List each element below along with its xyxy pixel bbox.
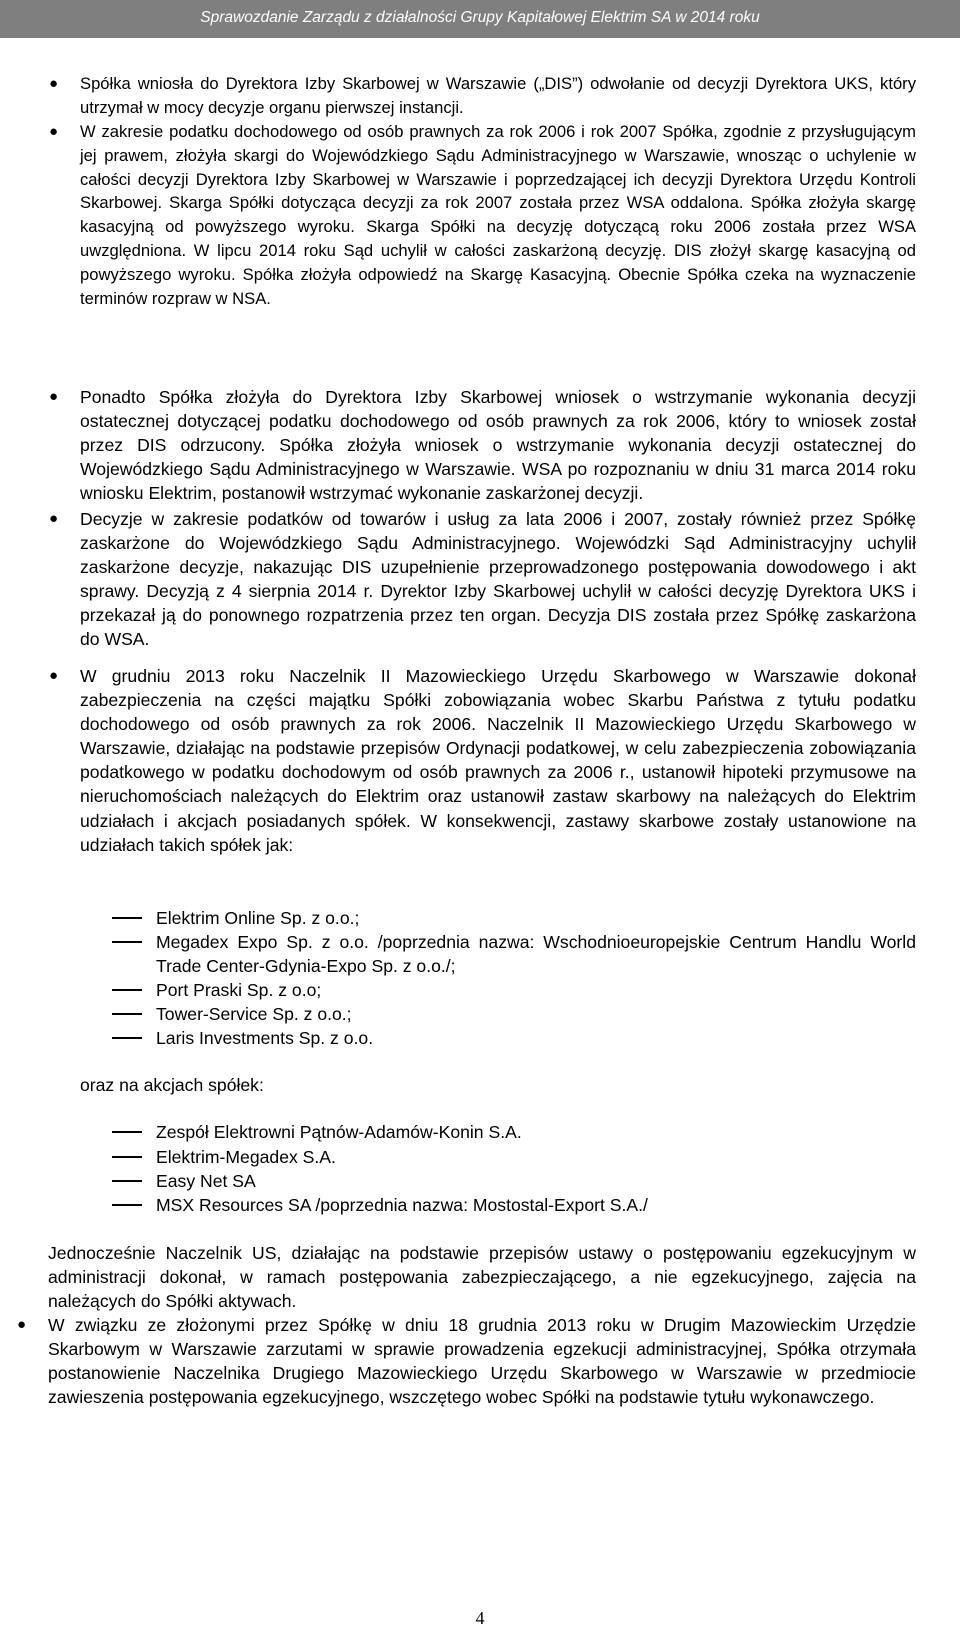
paragraph-enforcement-suspension: W związku ze złożonymi przez Spółkę w dniu 18 grudnia 2013 roku w Drugim Mazowieckim Urzędzie Skarbowym w Warszawie zarzutami w sprawie prowadzenia egzekucji administracyjnej, Spółka otrzymała postanowienie Naczelnika Drugiego Mazowieckiego Urzędu Skarbowego w Warszawie w przedmiocie zawieszenia postępowania egzekucyjnego, wszczętego wobec Spółki na podstawie tytułu wykonawczego. (48, 1315, 916, 1408)
page-number: 4 (475, 1608, 485, 1628)
bullet-icon: ● (17, 1316, 27, 1333)
paragraph-income-tax: W zakresie podatku dochodowego od osób prawnych za rok 2006 i rok 2007 Spółka, zgodnie z przysługującym jej prawem, złożyła skargi do Wojewódzkiego Sądu Administracyjnego w Warszawie, wnosząc o uchylenie w całości decyzji Dyrektora Izby Skarbowej w Warszawie i poprzedzającej ich decyzji Dyrektora Urzędu Kontroli Skarbowej. Skarga Spółki dotycząca decyzji za rok 2007 została przez WSA oddalona. Spółka złożyła skargę kasacyjną od powyższego wyroku. Skarga Spółki na decyzję dotyczącą roku 2006 została przez WSA uwzględniona. W lipcu 2014 roku Sąd uchylił w całości zaskarżoną decyzję. DIS złożył skargę kasacyjną od powyższego wyroku. Spółka złożyła odpowiedź na Skargę Kasacyjną. Obecnie Spółka czeka na wyznaczenie terminów rozpraw w NSA. (80, 122, 916, 308)
dash-icon (112, 1156, 142, 1158)
bullet-icon: ● (49, 123, 59, 140)
header-bar (0, 0, 960, 38)
paragraph-concurrent-seizure: Jednocześnie Naczelnik US, działając na podstawie przepisów ustawy o postępowaniu egzekucyjnym w administracji dokonał, w ramach postępowania zabezpieczającego, a nie egzekucyjnego, zajęcia na należących do Spółki aktywach. (48, 1243, 916, 1312)
dash-icon (112, 1131, 142, 1133)
paragraph-dis-appeal: Spółka wniosła do Dyrektora Izby Skarbowej w Warszawie („DIS”) odwołanie od decyzji Dyrektora UKS, który utrzymał w mocy decyzje organu pierwszej instancji. (80, 74, 916, 118)
paragraph-shares-intro: oraz na akcjach spółek: (80, 1075, 264, 1095)
document-title: Sprawozdanie Zarządu z działalności Grupy Kapitałowej Elektrim SA w 2014 roku (200, 9, 760, 26)
bullet-icon: ● (49, 388, 59, 405)
dash-icon (112, 1013, 142, 1015)
dash-icon (112, 989, 142, 991)
dash-icon (112, 1204, 142, 1206)
bullet-icon: ● (49, 510, 59, 527)
dash-icon (112, 1037, 142, 1039)
bullet-icon: ● (49, 75, 59, 92)
paragraph-collateral: W grudniu 2013 roku Naczelnik II Mazowieckiego Urzędu Skarbowego w Warszawie dokonał zabezpieczenia na części majątku Spółki zobowiązania wobec Skarbu Państwa z tytułu podatku dochodowego od osób prawnych za rok 2006. Naczelnik II Mazowieckiego Urzędu Skarbowego w Warszawie, działając na podstawie przepisów Ordynacji podatkowej, w celu zabezpieczenia zobowiązania podatkowego w podatku dochodowym od osób prawnych za 2006 r., ustanowił hipoteki przymusowe na nieruchomościach należących do Elektrim oraz ustanowił zastaw skarbowy na należących do Elektrim udziałach i akcjach posiadanych spółek. W konsekwencji, zastawy skarbowe zostały ustanowione na udziałach takich spółek jak: (80, 666, 916, 855)
bullet-icon: ● (49, 667, 59, 684)
dash-icon (112, 1180, 142, 1182)
dash-icon (112, 917, 142, 919)
dash-icon (112, 941, 142, 943)
paragraph-suspension-request: Ponadto Spółka złożyła do Dyrektora Izby Skarbowej wniosek o wstrzymanie wykonania decyzji ostatecznej dotyczącej podatku dochodowego od osób prawnych za rok 2006, który to wniosek został przez DIS odrzucony. Spółka złożyła wniosek o wstrzymanie wykonania decyzji ostatecznej do Wojewódzkiego Sądu Administracyjnego w Warszawie. WSA po rozpoznaniu w dniu 31 marca 2014 roku wniosku Elektrim, postanowił wstrzymać wykonanie zaskarżonej decyzji. (80, 387, 916, 504)
paragraph-vat-decisions: Decyzje w zakresie podatków od towarów i usług za lata 2006 i 2007, zostały również przez Spółkę zaskarżone do Wojewódzkiego Sądu Administracyjnego. Wojewódzki Sąd Administracyjny uchylił zaskarżone decyzje, nakazując DIS uzupełnienie przeprowadzonego postępowania dowodowego i akt sprawy. Decyzją z 4 sierpnia 2014 r. Dyrektor Izby Skarbowej uchylił w całości decyzję Dyrektora UKS i przekazał ją do ponownego rozpatrzenia przez ten organ. Decyzja DIS została przez Spółkę zaskarżona do WSA. (80, 509, 916, 650)
